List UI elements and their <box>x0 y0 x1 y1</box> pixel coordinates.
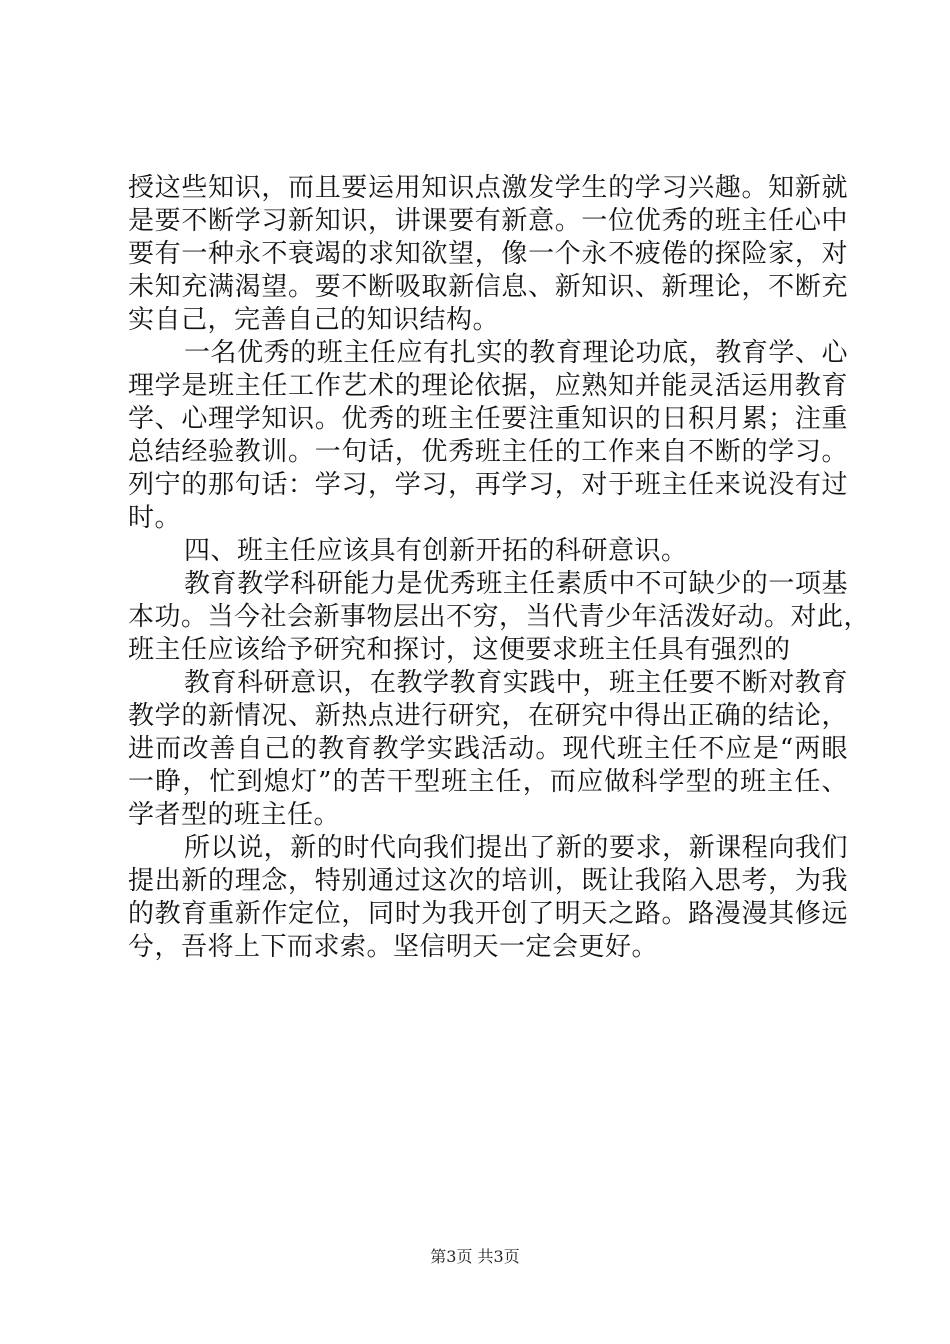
text-line: 授这些知识，而且要运用知识点激发学生的学习兴趣。知新就 <box>128 173 848 203</box>
section-heading: 四、班主任应该具有创新开拓的科研意识。 <box>184 536 688 566</box>
text-line: 一名优秀的班主任应有扎实的教育理论功底，教育学、心 <box>184 338 848 368</box>
text-line: 实自己，完善自己的知识结构。 <box>128 305 500 335</box>
text-line: 要有一种永不衰竭的求知欲望，像一个永不疲倦的探险家，对 <box>128 239 848 269</box>
text-line: 理学是班主任工作艺术的理论依据，应熟知并能灵活运用教育 <box>128 371 848 401</box>
text-line: 班主任应该给予研究和探讨，这便要求班主任具有强烈的 <box>128 635 791 665</box>
text-line: 本功。当今社会新事物层出不穷，当代青少年活泼好动。对此， <box>128 602 871 632</box>
text-line: 提出新的理念，特别通过这次的培训，既让我陷入思考，为我 <box>128 866 848 896</box>
text-line: 学者型的班主任。 <box>128 800 341 830</box>
text-line: 教育科研意识，在教学教育实践中，班主任要不断对教育 <box>184 668 848 698</box>
body-text <box>128 172 871 964</box>
text-line: 总结经验教训。一句话，优秀班主任的工作来自不断的学习。 <box>128 437 848 467</box>
text-line: 是要不断学习新知识，讲课要有新意。一位优秀的班主任心中 <box>128 206 848 236</box>
text-line: 教育教学科研能力是优秀班主任素质中不可缺少的一项基 <box>184 569 848 599</box>
text-line: 列宁的那句话：学习，学习，再学习，对于班主任来说没有过 <box>128 470 848 500</box>
text-line: 所以说，新的时代向我们提出了新的要求，新课程向我们 <box>184 833 848 863</box>
page-footer: 第3页 共3页 <box>430 1247 520 1266</box>
text-line: 进而改善自己的教育教学实践活动。现代班主任不应是“两眼 <box>128 734 848 764</box>
text-line: 的教育重新作定位，同时为我开创了明天之路。路漫漫其修远 <box>128 899 848 929</box>
text-line: 一睁，忙到熄灯”的苦干型班主任，而应做科学型的班主任、 <box>128 767 848 797</box>
text-line: 学、心理学知识。优秀的班主任要注重知识的日积月累；注重 <box>128 404 848 434</box>
text-line: 兮，吾将上下而求索。坚信明天一定会更好。 <box>128 932 659 962</box>
text-line: 教学的新情况、新热点进行研究，在研究中得出正确的结论， <box>128 701 848 731</box>
text-line: 未知充满渴望。要不断吸取新信息、新知识、新理论，不断充 <box>128 272 848 302</box>
text-line: 时。 <box>128 503 182 533</box>
